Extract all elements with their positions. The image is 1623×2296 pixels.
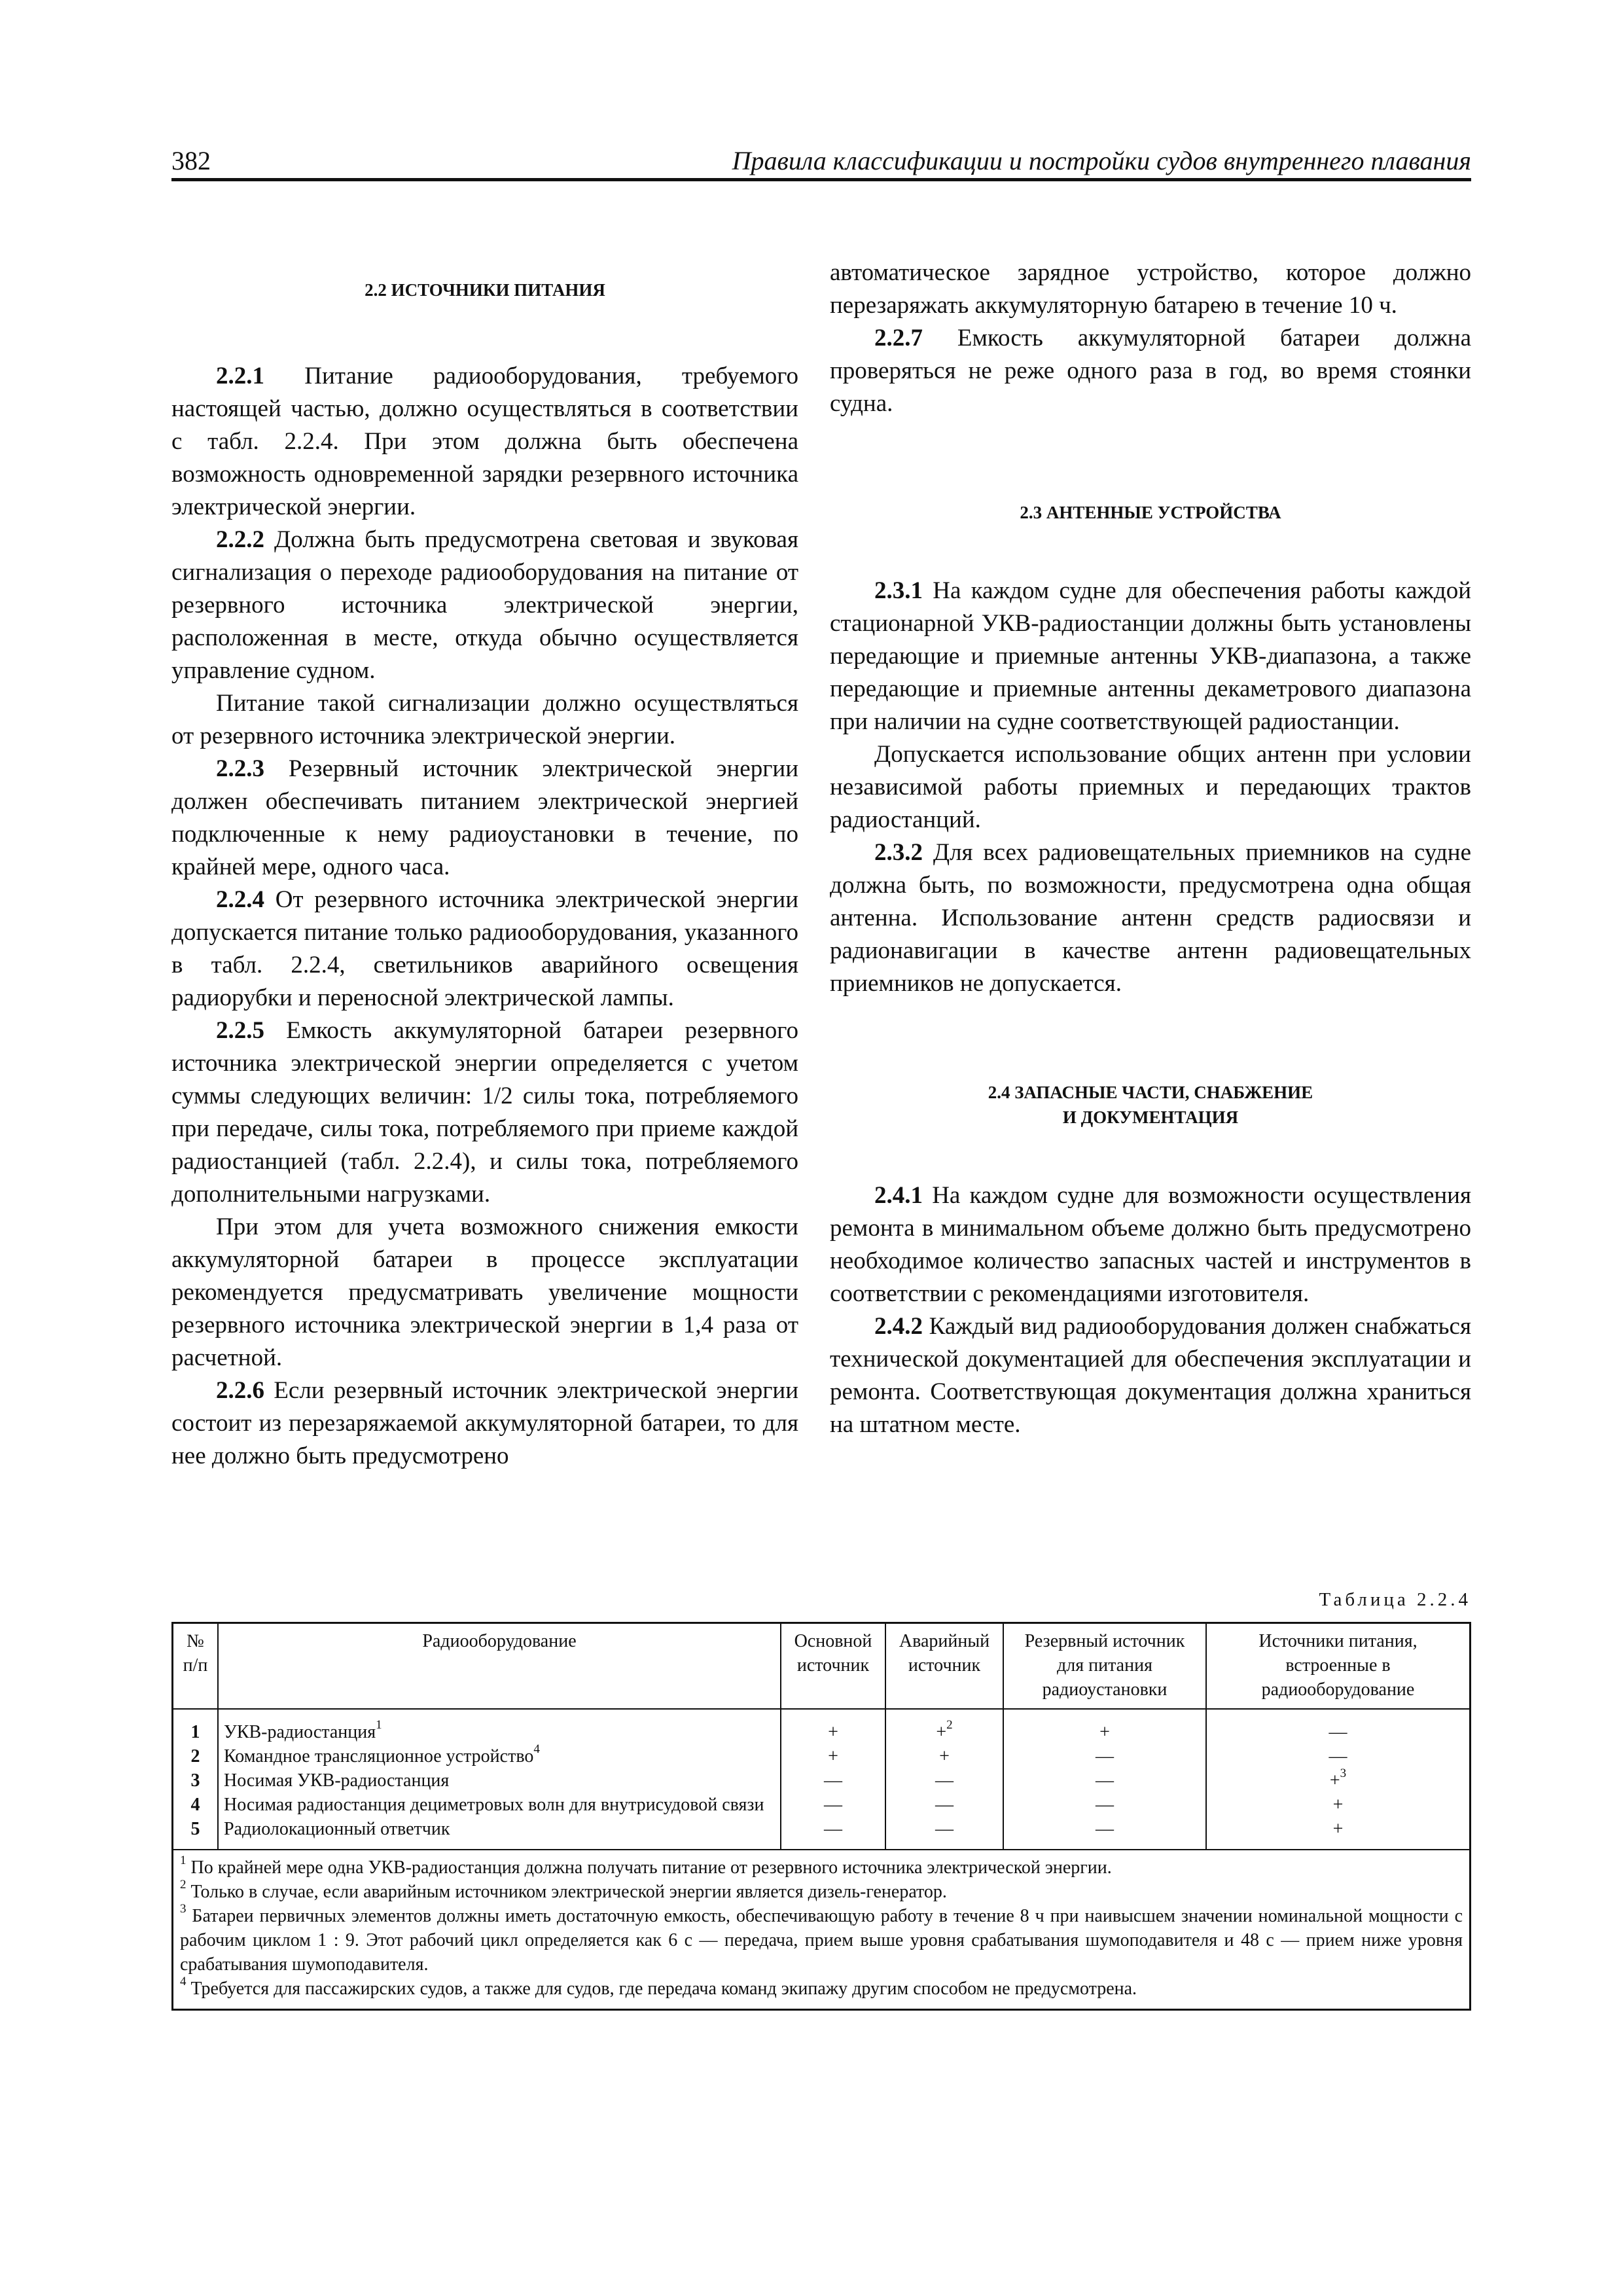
clause-number: 2.3.1 [874,577,923,604]
paragraph-text: Емкость аккумуляторной батареи должна проверяться не реже одного раза в год, во время стоянки судна. [830,325,1471,417]
col-header-builtin-source: Источники питания, встроенные в радиооборудование [1206,1624,1469,1709]
main-source-mark-value: + [828,1746,838,1767]
equipment-name [218,1744,781,1768]
main-source-mark [781,1793,885,1817]
builtin-source-mark [1206,1793,1469,1817]
emergency-source-mark-value: — [935,1795,954,1815]
reserve-source-mark-value: — [1096,1795,1114,1815]
footnote-text: Батареи первичных элементов должны иметь достаточную емкость, обеспечивающую работу в течение 8 ч при наивысшем значении номинальной мощности с рабочим циклом 1 : 9. Этот рабочий цикл определяется как 6 с — передача, прием выше уровня срабатывания шумоподавителя и 48 с — прием ниже уровня срабатывания шумоподавителя. [180,1906,1463,1975]
paragraph-text: Питание такой сигнализации должно осуществляться от резервного источника электрической энергии. [171,690,798,749]
paragraph-text: автоматическое зарядное устройство, которое должно перезаряжать аккумуляторную батарею в течение 10 ч. [830,259,1471,319]
builtin-source-mark [1206,1817,1469,1850]
h-2-2-heading: 2.2 ИСТОЧНИКИ ПИТАНИЯ [365,280,605,300]
equipment-label: Командное трансляционное устройство [224,1746,534,1767]
table-header-row [173,1624,1469,1709]
paragraph-text: Емкость аккумуляторной батареи резервного источника электрической энергии определяется с учетом суммы следующих величин: 1/2 силы тока, потребляемого при передаче, силы тока, потребляемого при приеме каждой радиостанцией (табл. 2.2.4), и силы тока, потребляемого дополнительными нагрузками. [171,1017,798,1208]
footnote-number: 1 [180,1853,187,1867]
main-source-mark [781,1744,885,1768]
footnote-ref: 2 [946,1717,953,1732]
builtin-source-mark-value: — [1329,1746,1347,1767]
para-2-2-6 [171,1374,798,1473]
para-2-3-1-cont [830,738,1471,836]
footnote-text: По крайней мере одна УКВ-радиостанция должна получать питание от резервного источника электрической энергии. [186,1857,1112,1878]
paragraph-text: Резервный источник электрической энергии должен обеспечивать питанием электрической энергией подключенные к нему радиоустановки в течение, по крайней мере, одного часа. [171,755,798,880]
clause-number: 2.4.2 [874,1313,923,1340]
footnote-text: Только в случае, если аварийным источником электрической энергии является дизель-генератор. [186,1882,947,1902]
row-number: 4 [190,1795,200,1815]
paragraph-text: Должна быть предусмотрена световая и звуковая сигнализация о переходе радиооборудования на питание от резервного источника электрической энергии, расположенная в месте, откуда обычно осуществляется управление судном. [171,526,798,684]
equipment-label: Носимая радиостанция дециметровых волн для внутрисудовой связи [224,1795,764,1815]
para-2-2-4 [171,884,798,1014]
reserve-source-mark-value: — [1096,1770,1114,1791]
clause-number: 2.4.1 [874,1182,923,1209]
emergency-source-mark [885,1817,1003,1850]
right-column [830,257,1471,1441]
main-source-mark [781,1768,885,1793]
col-header-reserve-source: Резервный источник для питания радиоустановки [1003,1624,1206,1709]
paragraph-text: При этом для учета возможного снижения емкости аккумуляторной батареи в процессе эксплуатации рекомендуется предусматривать увеличение мощности резервного источника электрической энергии в 1,4 раза от расчетной. [171,1213,798,1371]
table-row [173,1709,1469,1744]
row-number: 3 [190,1770,200,1791]
table-body [173,1709,1469,1850]
emergency-source-mark [885,1709,1003,1744]
h-2-3-heading: 2.3 АНТЕННЫЕ УСТРОЙСТВА [1020,503,1281,522]
builtin-source-mark-value: — [1329,1722,1347,1742]
paragraph-text: Для всех радиовещательных приемников на судне должна быть, по возможности, предусмотрена одна общая антенна. Использование антенн средств радиосвязи и радионавигации в качестве антенн радиовещательных приемников не допускается. [830,839,1471,997]
paragraph-text: Допускается использование общих антенн при условии независимой работы приемных и передающих трактов радиостанций. [830,741,1471,833]
footnote-number: 4 [180,1974,187,1988]
col-header-emergency-source: Аварийный источник [885,1624,1003,1709]
footnote-ref: 3 [1340,1766,1347,1780]
builtin-source-mark-value: + [1332,1819,1344,1839]
row-number: 2 [190,1746,200,1767]
emergency-source-mark [885,1744,1003,1768]
power-sources-table [173,1624,1469,1850]
clause-number: 2.2.1 [216,363,264,389]
clause-number: 2.2.7 [874,325,923,351]
para-2-3-2 [830,836,1471,1000]
reserve-source-mark-value: — [1096,1819,1114,1839]
para-2-2-7 [830,322,1471,420]
col-header-number: № п/п [173,1624,218,1709]
emergency-source-mark-value: + [936,1722,947,1742]
builtin-source-mark-value: + [1329,1770,1340,1791]
page-number: 382 [171,146,211,175]
clause-number: 2.3.2 [874,839,923,866]
equipment-name [218,1817,781,1850]
table-caption: Таблица 2.2.4 [1319,1589,1471,1610]
para-2-2-5-cont [171,1211,798,1374]
footnote-text: Требуется для пассажирских судов, а также для судов, где передача команд экипажу другим способом не предусмотрена. [186,1979,1137,1999]
reserve-source-mark [1003,1709,1206,1744]
main-source-mark-value: — [824,1819,842,1839]
footnote-number: 2 [180,1877,187,1892]
para-2-4-2 [830,1310,1471,1441]
table-row [173,1793,1469,1817]
emergency-source-mark-value: — [935,1770,954,1791]
footnote [180,1877,1463,1904]
main-source-mark [781,1817,885,1850]
main-source-mark-value: + [828,1722,838,1742]
equipment-label: Радиолокационный ответчик [224,1819,450,1839]
footnote [180,1901,1463,1977]
paragraph-text: От резервного источника электрической энергии допускается питание только радиооборудования, указанного в табл. 2.2.4, светильников аварийного освещения радиорубки и переносной электрической лампы. [171,886,798,1011]
clause-number: 2.2.2 [216,526,264,553]
row-number: 5 [173,1817,218,1850]
para-2-2-1 [171,360,798,524]
footnote [180,1974,1463,2001]
equipment-label: УКВ-радиостанция [224,1722,376,1742]
footnote-number: 3 [180,1901,187,1916]
table-row [173,1817,1469,1850]
clause-number: 2.2.4 [216,886,264,913]
col-header-equipment: Радиооборудование [218,1624,781,1709]
reserve-source-mark [1003,1744,1206,1768]
reserve-source-mark [1003,1793,1206,1817]
paragraph-text: Питание радиооборудования, требуемого настоящей частью, должно осуществляться в соответствии с табл. 2.2.4. При этом должна быть обеспечена возможность одновременной зарядки резервного источника электрической энергии. [171,363,798,520]
para-2-2-3 [171,753,798,884]
equipment-name [218,1768,781,1793]
clause-number: 2.2.5 [216,1017,264,1044]
paragraph-text: На каждом судне для обеспечения работы каждой стационарной УКВ-радиостанции должны быть установлены передающие и приемные антенны УКВ-диапазона, а также передающие и приемные антенны декаметрового диапазона при наличии на судне соответствующей радиостанции. [830,577,1471,735]
reserve-source-mark-value: — [1096,1746,1114,1767]
left-column [171,257,798,1473]
emergency-source-mark-value: — [935,1819,954,1839]
para-2-3-1 [830,575,1471,738]
footnote-ref: 1 [376,1717,382,1732]
main-source-mark-value: — [824,1795,842,1815]
para-2-4-1 [830,1179,1471,1310]
equipment-name [218,1709,781,1744]
footnote [180,1853,1463,1880]
paragraph-text: На каждом судне для возможности осуществления ремонта в минимальном объеме должно быть предусмотрено необходимое количество запасных частей и инструментов в соответствии с рекомендациями изготовителя. [830,1182,1471,1307]
running-title: Правила классификации и постройки судов внутреннего плавания [732,146,1471,175]
equipment-table-frame [171,1622,1471,2011]
table-row [173,1768,1469,1793]
paragraph-text: Каждый вид радиооборудования должен снабжаться технической документацией для обеспечения эксплуатации и ремонта. Соответствующая документация должна храниться на штатном месте. [830,1313,1471,1438]
clause-number: 2.2.3 [216,755,264,782]
clause-number: 2.2.6 [216,1377,264,1404]
row-number: 1 [190,1722,200,1742]
equipment-label: Носимая УКВ-радиостанция [224,1770,450,1791]
h-2-4-heading: 2.4 ЗАПАСНЫЕ ЧАСТИ, СНАБЖЕНИЕ И ДОКУМЕНТАЦИЯ [988,1083,1313,1127]
reserve-source-mark [1003,1817,1206,1850]
equipment-name [218,1793,781,1817]
page-header [171,145,1471,181]
emergency-source-mark-value: + [939,1746,950,1767]
builtin-source-mark [1206,1744,1469,1768]
emergency-source-mark [885,1768,1003,1793]
reserve-source-mark [1003,1768,1206,1793]
col-header-main-source: Основной источник [781,1624,885,1709]
builtin-source-mark-value: + [1332,1795,1344,1815]
table-row [173,1744,1469,1768]
footnote-ref: 4 [533,1742,540,1756]
main-source-mark [781,1709,885,1744]
emergency-source-mark [885,1793,1003,1817]
paragraph-text: Если резервный источник электрической энергии состоит из перезаряжаемой аккумуляторной батареи, то для нее должно быть предусмотрено [171,1377,798,1469]
para-2-2-6-cont [830,257,1471,322]
builtin-source-mark [1206,1709,1469,1744]
para-2-2-2-cont [171,687,798,753]
para-2-2-2 [171,524,798,687]
table-footnotes [173,1850,1469,2009]
main-source-mark-value: — [824,1770,842,1791]
builtin-source-mark [1206,1768,1469,1793]
reserve-source-mark-value: + [1099,1722,1110,1742]
para-2-2-5 [171,1014,798,1211]
